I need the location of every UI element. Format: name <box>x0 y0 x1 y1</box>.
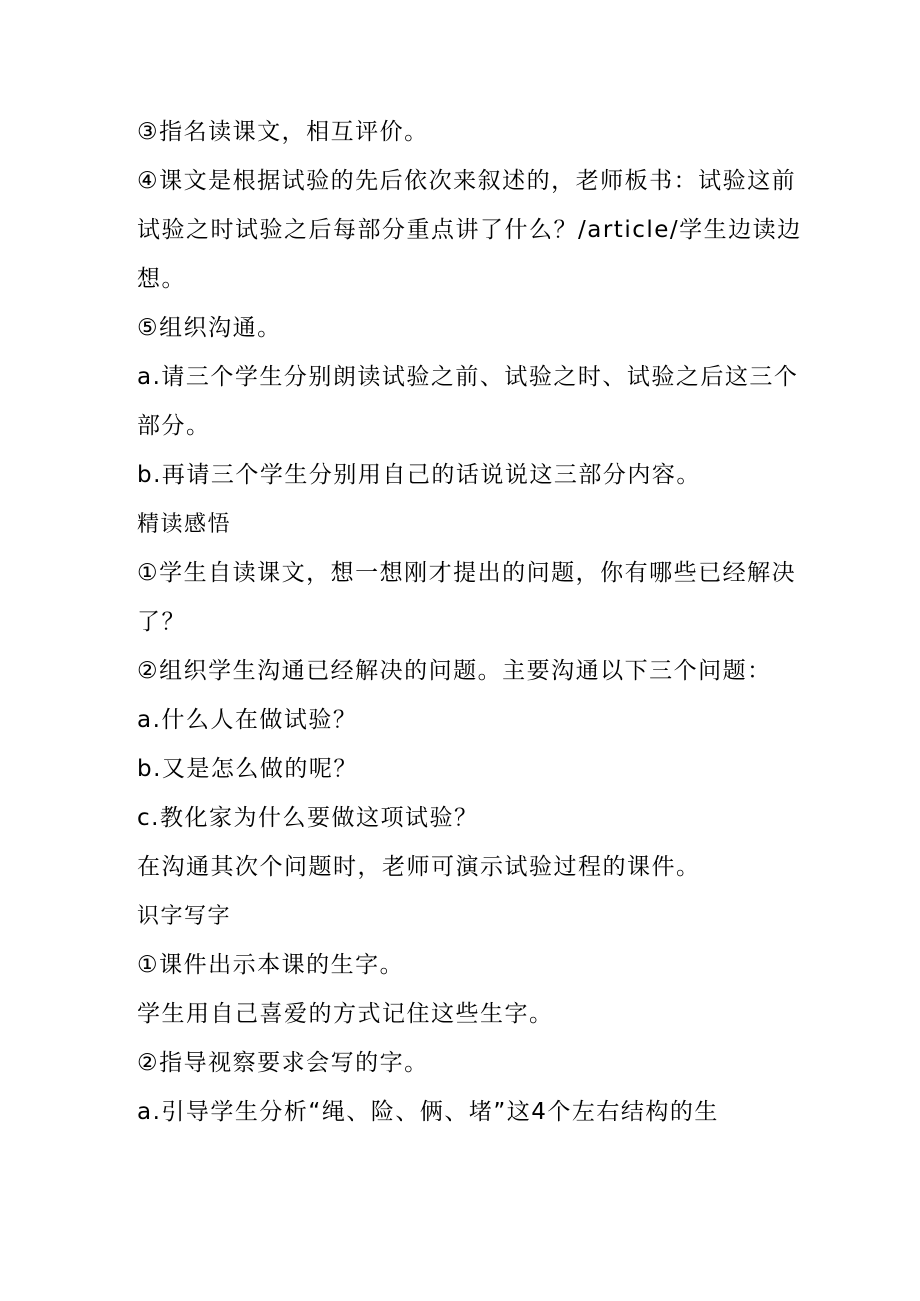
paragraph-line: b.又是怎么做的呢？ <box>137 756 358 782</box>
paragraph-line: ①课件出示本课的生字。 <box>137 952 405 978</box>
paragraph-line: ④课文是根据试验的先后依次来叙述的，老师板书：试验这前 <box>137 168 797 194</box>
paragraph-line: b.再请三个学生分别用自己的话说说这三部分内容。 <box>137 462 701 488</box>
section-heading: 精读感悟 <box>137 512 232 537</box>
paragraph-line: 试验之时试验之后每部分重点讲了什么？/article/学生边读边 <box>137 217 802 243</box>
paragraph-line: 在沟通其次个问题时，老师可演示试验过程的课件。 <box>137 854 701 880</box>
paragraph-line: ②指导视察要求会写的字。 <box>137 1050 429 1076</box>
paragraph-line: c.教化家为什么要做这项试验？ <box>137 805 479 831</box>
paragraph-line: ③指名读课文，相互评价。 <box>137 119 429 145</box>
paragraph-line: a.请三个学生分别朗读试验之前、试验之时、试验之后这三个 <box>137 364 799 390</box>
paragraph-line: 学生用自己喜爱的方式记住这些生字。 <box>137 1001 554 1027</box>
paragraph-line: 了？ <box>137 609 186 635</box>
document-body <box>137 108 802 1137</box>
paragraph-line: ⑤组织沟通。 <box>137 315 282 341</box>
paragraph-line: 想。 <box>137 266 186 292</box>
paragraph-line: 部分。 <box>137 413 211 439</box>
paragraph-line: a.什么人在做试验？ <box>137 707 358 733</box>
paragraph-line: ①学生自读课文，想一想刚才提出的问题，你有哪些已经解决 <box>137 560 797 586</box>
section-heading: 识字写字 <box>137 904 232 929</box>
paragraph-line: ②组织学生沟通已经解决的问题。主要沟通以下三个问题： <box>137 658 772 684</box>
paragraph-line: a.引导学生分析“绳、险、俩、堵”这4个左右结构的生 <box>137 1099 719 1125</box>
